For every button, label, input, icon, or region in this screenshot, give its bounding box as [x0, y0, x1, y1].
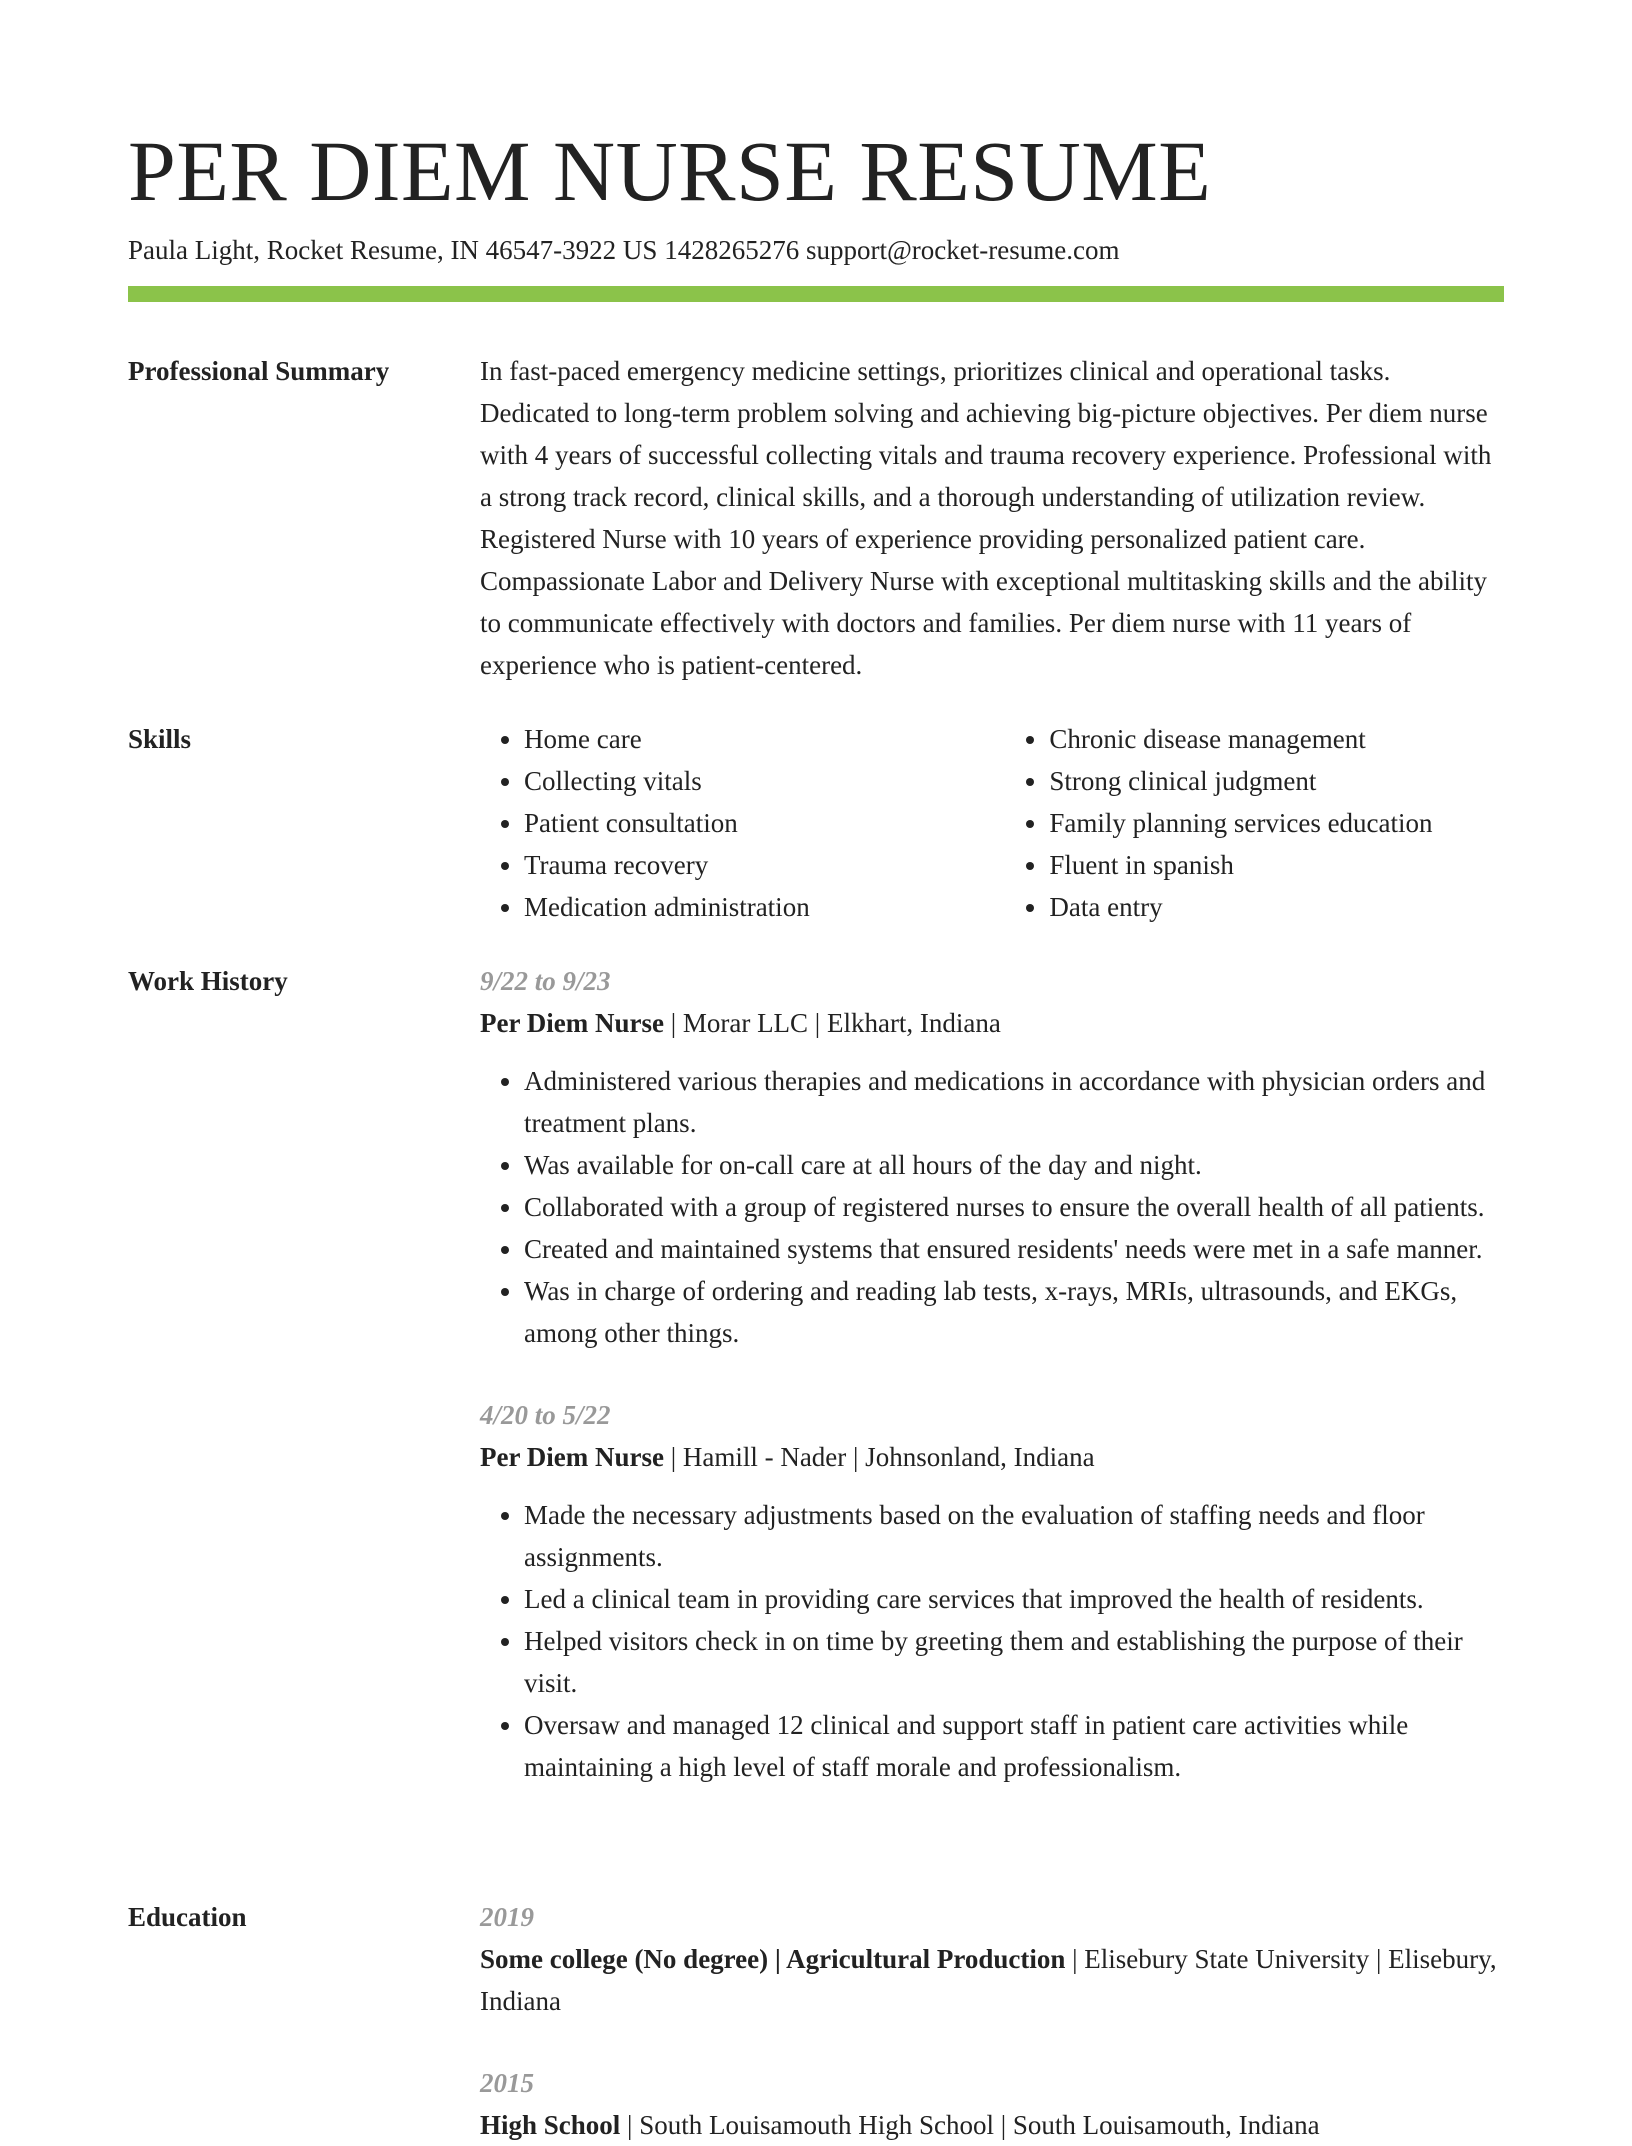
job-title: Per Diem Nurse	[480, 1008, 664, 1038]
job-bullet: • Created and maintained systems that ensured residents' needs were met in a safe manner.	[524, 1228, 1504, 1270]
summary-text: In fast-paced emergency medicine settings, prioritizes clinical and operational tasks. Dedicated to long-term problem solving and achieving big-picture objectives. Per diem nurse with 4 years of successful collecting vitals and trauma recovery experience. Professional with a strong track record, clinical skills, and a thorough understanding of utilization review. Registered Nurse with 10 years of experience providing personalized patient care. Compassionate Labor and Delivery Nurse with exceptional multitasking skills and the ability to communicate effectively with doctors and families. Per diem nurse with 11 years of experience who is patient-centered.	[480, 356, 1492, 680]
section-label-summary: Professional Summary	[128, 356, 390, 386]
skill-item: • Patient consultation	[524, 802, 1005, 844]
education-year: 2015	[480, 2068, 534, 2098]
job-bullet: • Helped visitors check in on time by greeting them and establishing the purpose of their visit.	[524, 1620, 1504, 1704]
education-entry	[480, 1896, 1504, 2022]
skill-item: • Chronic disease management	[1049, 718, 1504, 760]
job-entry	[480, 960, 1504, 1354]
education-details: | Elisebury State University | Elisebury, Indiana	[480, 1944, 1497, 2016]
section-label-skills: Skills	[128, 724, 192, 754]
job-bullet: • Oversaw and managed 12 clinical and support staff in patient care activities while maintaining a high level of staff morale and professionalism.	[524, 1704, 1504, 1788]
contact-line: Paula Light, Rocket Resume, IN 46547-3922 US 1428265276 support@rocket-resume.com	[128, 235, 1120, 265]
job-dates: 9/22 to 9/23	[480, 966, 611, 996]
job-bullet: • Made the necessary adjustments based on the evaluation of staffing needs and floor assignments.	[524, 1494, 1504, 1578]
job-heading	[480, 1436, 1504, 1478]
job-dates: 4/20 to 5/22	[480, 1400, 611, 1430]
skill-item: • Medication administration	[524, 886, 1005, 928]
job-bullets	[480, 1060, 1504, 1354]
skills-column-2	[1005, 718, 1504, 928]
education-year: 2019	[480, 1902, 534, 1932]
job-bullets	[480, 1494, 1504, 1788]
skill-item: • Home care	[524, 718, 1005, 760]
job-bullet: • Was available for on-call care at all hours of the day and night.	[524, 1144, 1504, 1186]
section-label-education: Education	[128, 1902, 247, 1932]
education-heading	[480, 2104, 1504, 2146]
section-label-work-history: Work History	[128, 966, 288, 996]
skill-item: • Collecting vitals	[524, 760, 1005, 802]
job-bullet: • Was in charge of ordering and reading lab tests, x-rays, MRIs, ultrasounds, and EKGs, among other things.	[524, 1270, 1504, 1354]
skill-item: • Fluent in spanish	[1049, 844, 1504, 886]
accent-divider	[128, 286, 1504, 302]
resume-title: PER DIEM NURSE RESUME	[128, 123, 1212, 219]
job-bullet: • Led a clinical team in providing care services that improved the health of residents.	[524, 1578, 1504, 1620]
education-entry	[480, 2062, 1504, 2146]
job-bullet: • Administered various therapies and medications in accordance with physician orders and treatment plans.	[524, 1060, 1504, 1144]
skill-item: • Strong clinical judgment	[1049, 760, 1504, 802]
education-degree: Some college (No degree) | Agricultural Production	[480, 1944, 1066, 1974]
education-degree: High School	[480, 2110, 621, 2140]
education-heading	[480, 1938, 1504, 2022]
education-details: | South Louisamouth High School | South Louisamouth, Indiana	[620, 2110, 1320, 2140]
job-details: | Morar LLC | Elkhart, Indiana	[663, 1008, 1001, 1038]
skill-item: • Trauma recovery	[524, 844, 1005, 886]
skill-item: • Family planning services education	[1049, 802, 1504, 844]
job-entry	[480, 1394, 1504, 1788]
job-bullet: • Collaborated with a group of registered nurses to ensure the overall health of all patients.	[524, 1186, 1504, 1228]
job-details: | Hamill - Nader | Johnsonland, Indiana	[663, 1442, 1095, 1472]
skills-column-1	[480, 718, 1005, 928]
job-title: Per Diem Nurse	[480, 1442, 664, 1472]
skill-item: • Data entry	[1049, 886, 1504, 928]
job-heading	[480, 1002, 1504, 1044]
skills-list	[480, 718, 1504, 928]
